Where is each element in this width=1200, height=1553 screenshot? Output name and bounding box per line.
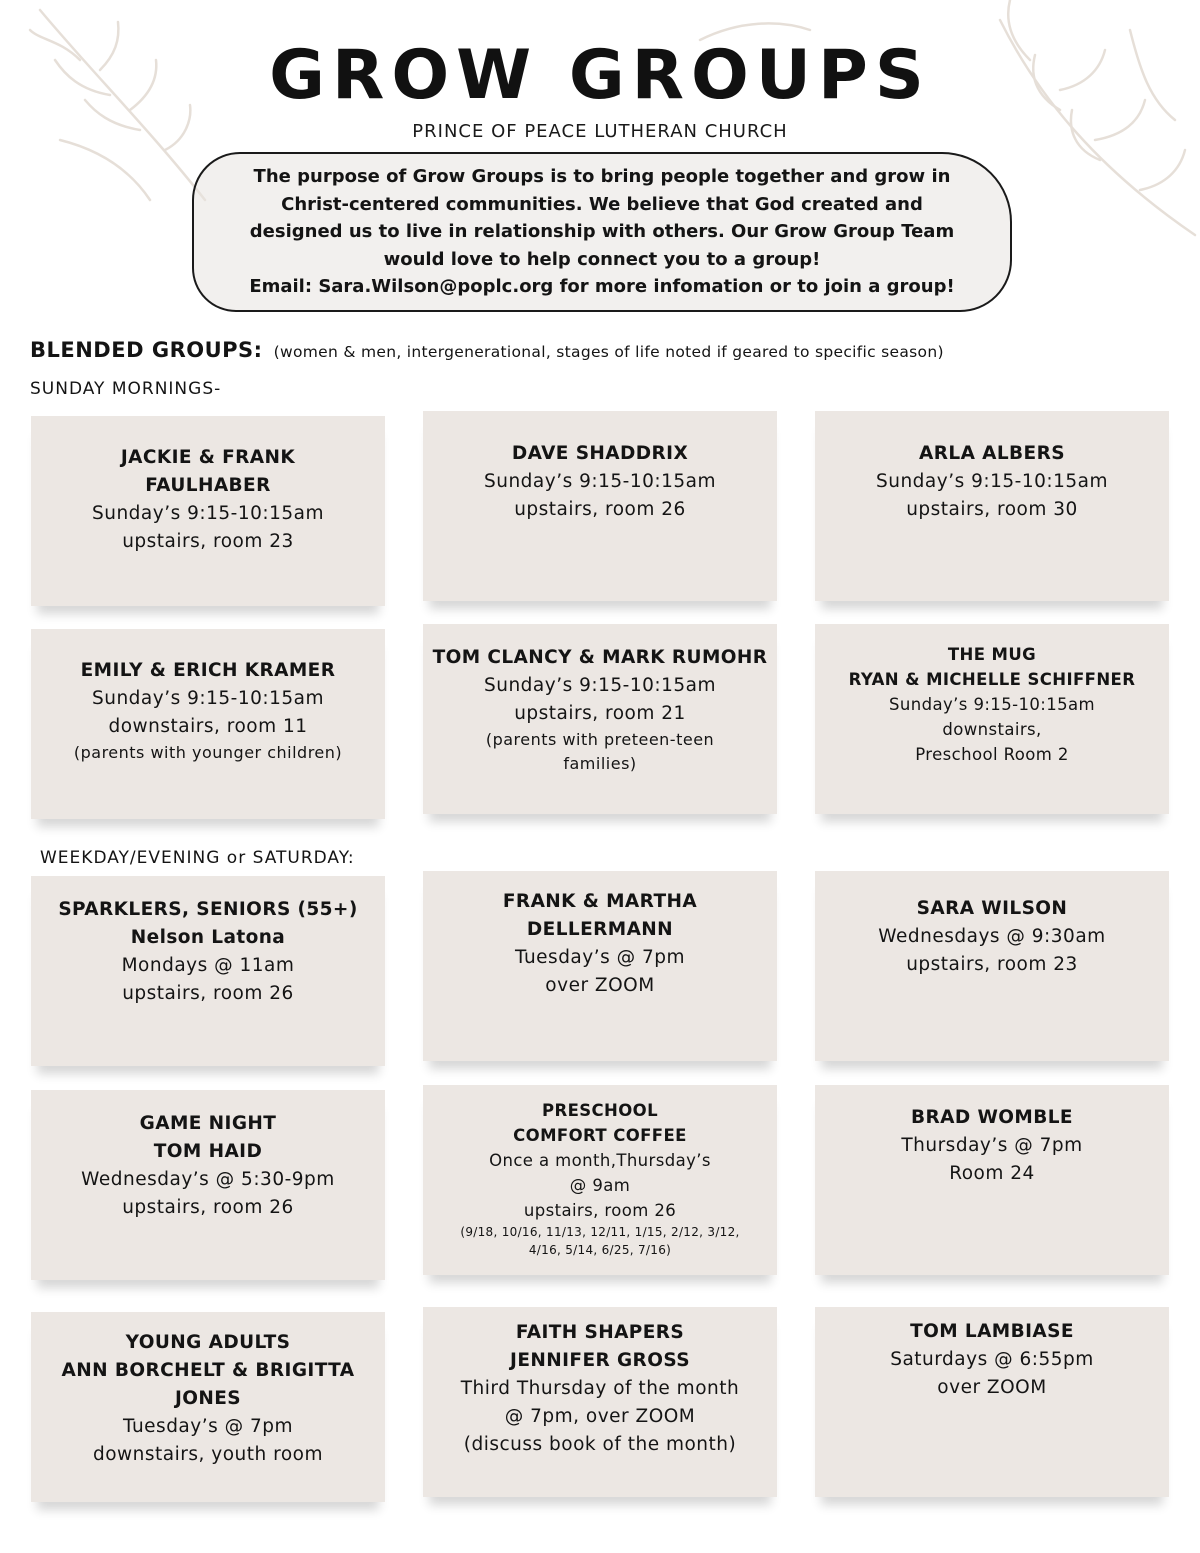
blended-groups-label: BLENDED GROUPS: [30,338,263,362]
weekday-evening-label: WEEKDAY/EVENING or SATURDAY: [40,848,355,868]
group-card-dave-shaddrix: DAVE SHADDRIX Sunday’s 9:15-10:15am upstairs, room 26 [423,411,777,601]
purpose-line: The purpose of Grow Groups is to bring people together and grow in [253,166,951,188]
purpose-email-line: Email: Sara.Wilson@poplc.org for more infomation or to join a group! [249,276,955,298]
blended-groups-heading [30,338,944,362]
group-card-faith-shapers: FAITH SHAPERS JENNIFER GROSS Third Thursday of the month @ 7pm, over ZOOM (discuss book of the month) [423,1307,777,1497]
church-name: PRINCE OF PEACE LUTHERAN CHURCH [412,121,788,142]
group-card-jackie-frank-faulhaber: JACKIE & FRANK FAULHABER Sunday’s 9:15-10:15am upstairs, room 23 [31,416,385,606]
group-card-tom-clancy-mark-rumohr: TOM CLANCY & MARK RUMOHR Sunday’s 9:15-10:15am upstairs, room 21 (parents with preteen-teen families) [423,624,777,814]
group-card-frank-martha-dellermann: FRANK & MARTHA DELLERMANN Tuesday’s @ 7pm over ZOOM [423,871,777,1061]
sunday-mornings-label: SUNDAY MORNINGS- [30,379,222,399]
purpose-line: would love to help connect you to a group! [383,248,821,270]
group-card-young-adults: YOUNG ADULTS ANN BORCHELT & BRIGITTA JONES Tuesday’s @ 7pm downstairs, youth room [31,1312,385,1502]
purpose-line: Christ-centered communities. We believe that God created and [281,193,923,215]
group-card-emily-erich-kramer: EMILY & ERICH KRAMER Sunday’s 9:15-10:15am downstairs, room 11 (parents with younger children) [31,629,385,819]
blended-groups-note: (women & men, intergenerational, stages of life noted if geared to specific season) [273,343,944,361]
group-card-the-mug: THE MUG RYAN & MICHELLE SCHIFFNER Sunday’s 9:15-10:15am downstairs, Preschool Room 2 [815,624,1169,814]
group-card-brad-womble: BRAD WOMBLE Thursday’s @ 7pm Room 24 [815,1085,1169,1275]
purpose-box [192,152,1012,312]
group-card-sparklers-seniors: SPARKLERS, SENIORS (55+) Nelson Latona Mondays @ 11am upstairs, room 26 [31,876,385,1066]
group-card-tom-lambiase: TOM LAMBIASE Saturdays @ 6:55pm over ZOOM [815,1307,1169,1497]
group-card-sara-wilson: SARA WILSON Wednesdays @ 9:30am upstairs, room 23 [815,871,1169,1061]
page-title: GROW GROUPS [269,36,931,115]
group-card-game-night: GAME NIGHT TOM HAID Wednesday’s @ 5:30-9pm upstairs, room 26 [31,1090,385,1280]
group-card-preschool-comfort-coffee: PRESCHOOL COMFORT COFFEE Once a month,Thursday’s @ 9am upstairs, room 26 (9/18, 10/16, 11/13, 12/11, 1/15, 2/12, 3/12, 4/16, 5/14, 6/25, 7/16) [423,1085,777,1275]
group-card-arla-albers: ARLA ALBERS Sunday’s 9:15-10:15am upstairs, room 30 [815,411,1169,601]
purpose-line: designed us to live in relationship with others. Our Grow Group Team [249,221,955,243]
